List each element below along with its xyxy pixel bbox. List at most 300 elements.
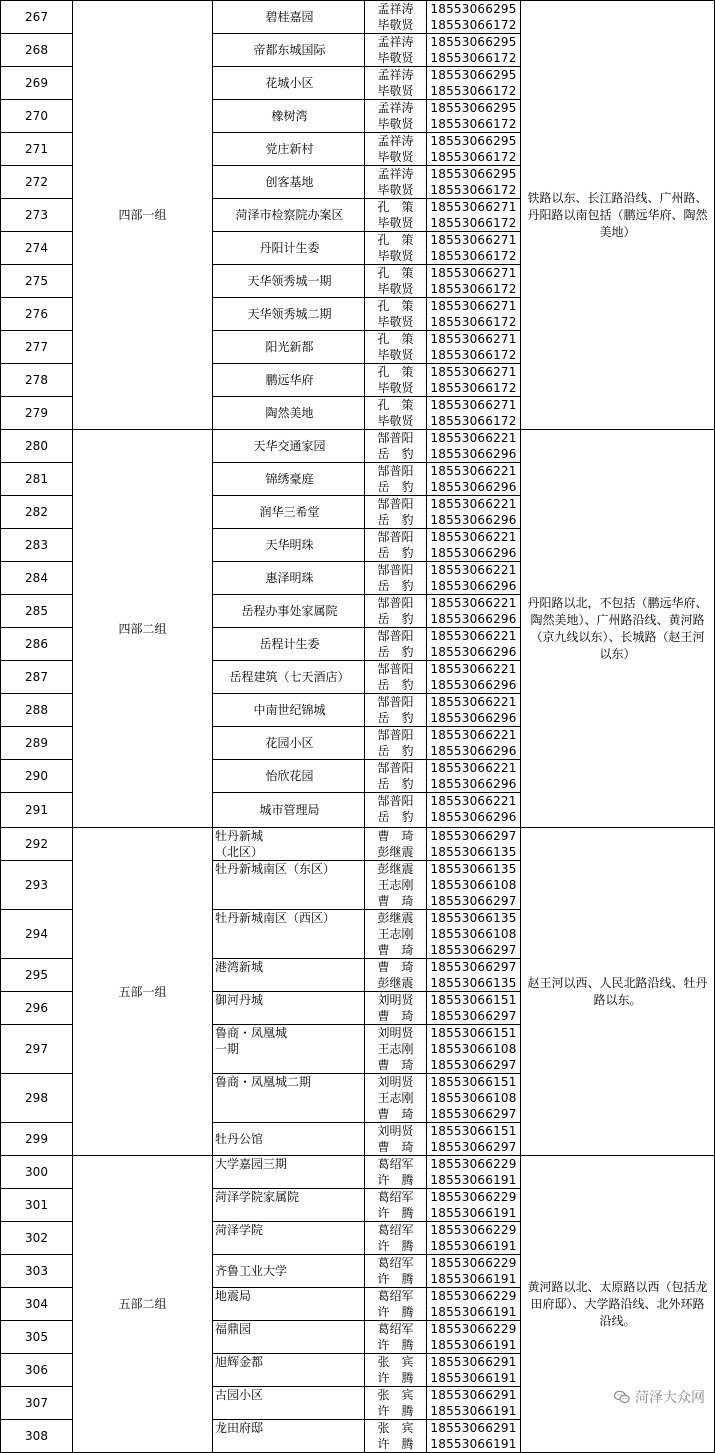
contact-phone-line: 18553066297 [430, 943, 517, 957]
contact-phone [427, 1387, 521, 1420]
contact-person-line: 孟祥涛 [377, 68, 414, 82]
contact-person-line: 许 腾 [377, 1239, 414, 1253]
community-name [213, 1025, 365, 1074]
contact-person-line: 刘明贤 [377, 1075, 414, 1089]
row-number: 303 [1, 1255, 73, 1288]
community-name-line: 阳光新都 [265, 340, 314, 354]
contact-person-line: 毕敬贤 [377, 414, 414, 428]
row-number: 290 [1, 760, 73, 793]
contact-person-line: 孟祥涛 [377, 2, 414, 16]
contact-phone [427, 1288, 521, 1321]
contact-person-line: 毕敬贤 [377, 18, 414, 32]
contact-phone-line: 18553066221 [430, 563, 517, 577]
contact-phone [427, 959, 521, 992]
contact-person [365, 595, 427, 628]
contact-person-line: 曹 琦 [377, 1058, 414, 1072]
community-name [213, 199, 365, 232]
contact-person-line: 彭继震 [377, 976, 414, 990]
contact-person [365, 1, 427, 34]
contact-phone-line: 18553066172 [430, 348, 517, 362]
contact-person-line: 彭继震 [377, 862, 414, 876]
contact-phone-line: 18553066151 [430, 1124, 517, 1138]
contact-phone-line: 18553066296 [430, 810, 517, 824]
community-name-line: 怡欣花园 [265, 769, 314, 783]
community-name [213, 1387, 365, 1420]
contact-phone-line: 18553066108 [430, 1091, 517, 1105]
row-number: 278 [1, 364, 73, 397]
community-name-line: 御河丹城 [215, 993, 264, 1007]
contact-person-line: 许 腾 [377, 1338, 414, 1352]
contact-phone-line: 18553066296 [430, 777, 517, 791]
contact-phone-line: 18553066191 [430, 1239, 517, 1253]
contact-phone-line: 18553066172 [430, 183, 517, 197]
contact-person-line: 孟祥涛 [377, 134, 414, 148]
contact-phone [427, 496, 521, 529]
community-name-line: 岳程建筑（七天酒店） [229, 670, 350, 684]
contact-phone-line: 18553066297 [430, 960, 517, 974]
contact-person-line: 王志刚 [377, 1042, 414, 1056]
wechat-icon [613, 1388, 631, 1406]
contact-person [365, 1189, 427, 1222]
community-name [213, 793, 365, 828]
contact-phone [427, 133, 521, 166]
community-name [213, 1074, 365, 1123]
contact-phone [427, 364, 521, 397]
community-name-line: 党庄新村 [265, 142, 314, 156]
contact-phone [427, 793, 521, 828]
contact-person-line: 毕敬贤 [377, 51, 414, 65]
contact-phone [427, 760, 521, 793]
row-number: 293 [1, 861, 73, 910]
contact-person-line: 孔 策 [377, 233, 414, 247]
contact-phone [427, 529, 521, 562]
community-name [213, 265, 365, 298]
contact-person-line: 毕敬贤 [377, 117, 414, 131]
contact-phone-line: 18553066297 [430, 1009, 517, 1023]
contact-phone-line: 18553066271 [430, 332, 517, 346]
row-number: 272 [1, 166, 73, 199]
contact-person-line: 岳 豹 [377, 447, 414, 461]
contact-phone-line: 18553066191 [430, 1338, 517, 1352]
community-name [213, 1123, 365, 1156]
contact-person-line: 毕敬贤 [377, 249, 414, 263]
contact-phone [427, 992, 521, 1025]
contact-person [365, 265, 427, 298]
contact-phone-line: 18553066296 [430, 711, 517, 725]
community-name-line: 鲁商・凤凰城二期 [215, 1075, 312, 1089]
row-number: 269 [1, 67, 73, 100]
community-name [213, 529, 365, 562]
community-name [213, 861, 365, 910]
contact-phone-line: 18553066295 [430, 68, 517, 82]
community-name-line: 一期 [215, 1042, 240, 1056]
community-name-line: 花城小区 [265, 76, 314, 90]
contact-phone-line: 18553066135 [430, 845, 517, 859]
community-name [213, 100, 365, 133]
contact-phone-line: 18553066271 [430, 200, 517, 214]
contact-phone-line: 18553066271 [430, 299, 517, 313]
contact-phone-line: 18553066221 [430, 728, 517, 742]
contact-phone-line: 18553066191 [430, 1404, 517, 1418]
community-name-line: 鲁商・凤凰城 [215, 1026, 288, 1040]
contact-person-line: 许 腾 [377, 1206, 414, 1220]
table-row [1, 828, 715, 861]
row-number: 281 [1, 463, 73, 496]
contact-person-line: 岳 豹 [377, 513, 414, 527]
community-name [213, 232, 365, 265]
community-name [213, 1420, 365, 1453]
contact-phone-line: 18553066221 [430, 761, 517, 775]
contact-phone-line: 18553066172 [430, 414, 517, 428]
contact-person-line: 曹 琦 [377, 1107, 414, 1121]
contact-person [365, 1156, 427, 1189]
row-number: 296 [1, 992, 73, 1025]
row-number: 267 [1, 1, 73, 34]
contact-phone [427, 1420, 521, 1453]
table-row [1, 1, 715, 34]
contact-phone-line: 18553066296 [430, 480, 517, 494]
community-name [213, 628, 365, 661]
community-name [213, 1354, 365, 1387]
contact-person-line: 孔 策 [377, 332, 414, 346]
watermark [613, 1387, 705, 1407]
contact-person [365, 364, 427, 397]
row-number: 275 [1, 265, 73, 298]
contact-phone-line: 18553066135 [430, 862, 517, 876]
contact-phone [427, 232, 521, 265]
contact-phone [427, 628, 521, 661]
community-name [213, 298, 365, 331]
table-row [1, 430, 715, 463]
service-area: 丹阳路以北，不包括（鹏远华府、陶然美地）、广州路沿线、黄河路（京九线以东）、长城路（赵王河以东） [521, 430, 715, 828]
row-number: 294 [1, 910, 73, 959]
contact-person [365, 298, 427, 331]
community-name-line: （北区） [215, 845, 264, 859]
contact-person-line: 许 腾 [377, 1173, 414, 1187]
contact-person-line: 曹 琦 [377, 1009, 414, 1023]
contact-person-line: 毕敬贤 [377, 183, 414, 197]
contact-person-line: 张 宾 [377, 1388, 414, 1402]
contact-person-line: 孔 策 [377, 398, 414, 412]
contact-phone-line: 18553066229 [430, 1256, 517, 1270]
contact-person [365, 1123, 427, 1156]
contact-person-line: 毕敬贤 [377, 150, 414, 164]
contact-phone-line: 18553066172 [430, 282, 517, 296]
contact-person [365, 67, 427, 100]
row-number: 286 [1, 628, 73, 661]
contact-phone-line: 18553066221 [430, 629, 517, 643]
row-number: 305 [1, 1321, 73, 1354]
contact-person-line: 岳 豹 [377, 480, 414, 494]
contact-person [365, 992, 427, 1025]
contact-phone [427, 1222, 521, 1255]
row-number: 297 [1, 1025, 73, 1074]
contact-person [365, 1074, 427, 1123]
contact-person-line: 许 腾 [377, 1305, 414, 1319]
community-name [213, 595, 365, 628]
contact-phone [427, 910, 521, 959]
contact-person-line: 岳 豹 [377, 810, 414, 824]
community-name-line: 帝都东城国际 [253, 43, 326, 57]
community-name [213, 992, 365, 1025]
contact-phone-line: 18553066296 [430, 447, 517, 461]
community-name [213, 1288, 365, 1321]
community-name [213, 166, 365, 199]
community-name [213, 562, 365, 595]
contact-phone [427, 1189, 521, 1222]
contact-person-line: 王志刚 [377, 1091, 414, 1105]
community-name [213, 397, 365, 430]
contact-phone-line: 18553066271 [430, 365, 517, 379]
community-name-line: 菏泽学院 [215, 1223, 264, 1237]
row-number: 302 [1, 1222, 73, 1255]
row-number: 285 [1, 595, 73, 628]
contact-phone [427, 166, 521, 199]
community-name [213, 1222, 365, 1255]
contact-phone-line: 18553066135 [430, 976, 517, 990]
contact-phone [427, 1156, 521, 1189]
community-name-line: 橡树湾 [271, 109, 308, 123]
contact-phone-line: 18553066296 [430, 546, 517, 560]
contact-phone [427, 661, 521, 694]
row-number: 308 [1, 1420, 73, 1453]
contact-phone-line: 18553066172 [430, 216, 517, 230]
contact-phone-line: 18553066297 [430, 894, 517, 908]
community-name [213, 133, 365, 166]
row-number: 304 [1, 1288, 73, 1321]
contact-person-line: 岳 豹 [377, 546, 414, 560]
row-number: 300 [1, 1156, 73, 1189]
community-name-line: 惠泽明珠 [265, 571, 314, 585]
community-name-line: 碧桂嘉园 [265, 10, 314, 24]
contact-person-line: 葛绍军 [377, 1157, 414, 1171]
group-name: 五部一组 [73, 828, 213, 1156]
row-number: 298 [1, 1074, 73, 1123]
community-name [213, 67, 365, 100]
community-name-line: 天华领秀城二期 [247, 307, 332, 321]
contact-person-line: 孟祥涛 [377, 35, 414, 49]
contact-phone [427, 861, 521, 910]
contact-person-line: 毕敬贤 [377, 84, 414, 98]
community-name-line: 天华明珠 [265, 538, 314, 552]
contact-phone-line: 18553066297 [430, 1107, 517, 1121]
contact-phone [427, 1, 521, 34]
contact-phone [427, 430, 521, 463]
contact-person-line: 王志刚 [377, 878, 414, 892]
community-name [213, 496, 365, 529]
row-number: 283 [1, 529, 73, 562]
contact-person [365, 628, 427, 661]
contact-person [365, 232, 427, 265]
service-area: 铁路以东、长江路沿线、广州路、丹阳路以南包括（鹏远华府、陶然美地） [521, 1, 715, 430]
contact-phone-line: 18553066151 [430, 1026, 517, 1040]
community-name-line: 天华交通家园 [253, 439, 326, 453]
contact-phone-line: 18553066271 [430, 233, 517, 247]
row-number: 287 [1, 661, 73, 694]
contact-phone-line: 18553066295 [430, 167, 517, 181]
row-number: 280 [1, 430, 73, 463]
contact-person-line: 曹 琦 [377, 1140, 414, 1154]
community-name-line: 天华领秀城一期 [247, 274, 332, 288]
contact-phone [427, 298, 521, 331]
contact-person-line: 葛绍军 [377, 1223, 414, 1237]
community-name-line: 牡丹新城南区（东区） [215, 862, 336, 876]
contact-person-line: 孔 策 [377, 266, 414, 280]
contact-phone-line: 18553066229 [430, 1190, 517, 1204]
contact-phone [427, 265, 521, 298]
contact-person [365, 430, 427, 463]
contact-person-line: 孔 策 [377, 365, 414, 379]
contact-phone [427, 34, 521, 67]
contact-phone-line: 18553066191 [430, 1206, 517, 1220]
contact-phone-line: 18553066295 [430, 2, 517, 16]
contact-phone-line: 18553066291 [430, 1421, 517, 1435]
community-name [213, 910, 365, 959]
community-name-line: 旭辉金都 [215, 1355, 264, 1369]
contact-person-line: 郜普阳 [377, 695, 414, 709]
contact-person-line: 毕敬贤 [377, 315, 414, 329]
contact-person [365, 694, 427, 727]
contact-person-line: 葛绍军 [377, 1190, 414, 1204]
contact-person [365, 331, 427, 364]
contact-person [365, 100, 427, 133]
community-name-line: 牡丹新城 [215, 829, 264, 843]
contact-phone-line: 18553066221 [430, 497, 517, 511]
community-name [213, 34, 365, 67]
community-name [213, 364, 365, 397]
contact-person-line: 郜普阳 [377, 662, 414, 676]
contact-person [365, 529, 427, 562]
contact-phone-line: 18553066191 [430, 1173, 517, 1187]
contact-phone [427, 1025, 521, 1074]
contact-person-line: 刘明贤 [377, 1124, 414, 1138]
contact-phone [427, 100, 521, 133]
community-name-line: 岳程计生委 [259, 637, 320, 651]
community-name-line: 花园小区 [265, 736, 314, 750]
row-number: 289 [1, 727, 73, 760]
contact-person-line: 彭继震 [377, 911, 414, 925]
contact-person-line: 彭继震 [377, 845, 414, 859]
contact-phone [427, 562, 521, 595]
community-name-line: 古园小区 [215, 1388, 264, 1402]
contact-person-line: 曹 琦 [377, 943, 414, 957]
contact-person-line: 刘明贤 [377, 993, 414, 1007]
contact-person-line: 曹 琦 [377, 960, 414, 974]
contact-person-line: 岳 豹 [377, 645, 414, 659]
community-name [213, 1156, 365, 1189]
contact-person-line: 葛绍军 [377, 1322, 414, 1336]
contact-person-line: 郜普阳 [377, 530, 414, 544]
contact-person-line: 郜普阳 [377, 761, 414, 775]
contact-phone-line: 18553066229 [430, 1223, 517, 1237]
contact-phone-line: 18553066172 [430, 117, 517, 131]
contact-phone-line: 18553066271 [430, 266, 517, 280]
contact-person [365, 199, 427, 232]
row-number: 292 [1, 828, 73, 861]
contact-phone [427, 1123, 521, 1156]
watermark-text: 菏泽大众网 [635, 1390, 705, 1406]
community-name-line: 齐鲁工业大学 [215, 1264, 288, 1278]
community-name-line: 牡丹公馆 [215, 1132, 264, 1146]
contact-phone-line: 18553066108 [430, 878, 517, 892]
row-number: 268 [1, 34, 73, 67]
contact-person [365, 1255, 427, 1288]
contact-person-line: 毕敬贤 [377, 216, 414, 230]
contact-person-line: 岳 豹 [377, 612, 414, 626]
community-name-line: 港湾新城 [215, 960, 264, 974]
community-name-line: 龙田府邸 [215, 1421, 264, 1435]
row-number: 307 [1, 1387, 73, 1420]
row-number: 274 [1, 232, 73, 265]
contact-phone-line: 18553066191 [430, 1371, 517, 1385]
community-name [213, 1255, 365, 1288]
contact-phone [427, 828, 521, 861]
row-number: 282 [1, 496, 73, 529]
contact-phone-line: 18553066296 [430, 612, 517, 626]
contact-person [365, 562, 427, 595]
contact-person [365, 828, 427, 861]
row-number: 270 [1, 100, 73, 133]
service-area: 赵王河以西、人民北路沿线、牡丹路以东。 [521, 828, 715, 1156]
contact-phone-line: 18553066221 [430, 794, 517, 808]
contact-phone-line: 18553066151 [430, 1075, 517, 1089]
contact-phone-line: 18553066295 [430, 134, 517, 148]
group-name: 四部二组 [73, 430, 213, 828]
row-number: 276 [1, 298, 73, 331]
contact-person-line: 张 宾 [377, 1421, 414, 1435]
contact-phone [427, 1074, 521, 1123]
contact-phone-line: 18553066172 [430, 84, 517, 98]
contact-phone-line: 18553066191 [430, 1272, 517, 1286]
contact-phone [427, 397, 521, 430]
contact-phone [427, 1255, 521, 1288]
contact-phone-line: 18553066296 [430, 513, 517, 527]
contact-person [365, 133, 427, 166]
contact-person [365, 959, 427, 992]
community-name [213, 331, 365, 364]
contact-person-line: 刘明贤 [377, 1026, 414, 1040]
community-name-line: 锦绣豪庭 [265, 472, 314, 486]
contact-phone-line: 18553066221 [430, 464, 517, 478]
contact-phone-line: 18553066191 [430, 1305, 517, 1319]
contact-person-line: 孔 策 [377, 200, 414, 214]
contact-person-line: 张 宾 [377, 1355, 414, 1369]
contact-phone [427, 727, 521, 760]
contact-person [365, 1288, 427, 1321]
contact-phone-line: 18553066221 [430, 530, 517, 544]
contact-phone-line: 18553066172 [430, 150, 517, 164]
row-number: 277 [1, 331, 73, 364]
contact-person [365, 1420, 427, 1453]
contact-phone-line: 18553066291 [430, 1355, 517, 1369]
contact-person [365, 910, 427, 959]
community-name [213, 430, 365, 463]
service-area: 黄河路以北、太原路以西（包括龙田府邸）、大学路沿线、北外环路沿线。 [521, 1156, 715, 1453]
table-row [1, 1156, 715, 1189]
contact-phone-line: 18553066135 [430, 911, 517, 925]
contact-person-line: 许 腾 [377, 1371, 414, 1385]
community-name-line: 菏泽学院家属院 [215, 1190, 300, 1204]
contact-person [365, 1222, 427, 1255]
contact-person-line: 郜普阳 [377, 464, 414, 478]
community-name [213, 1321, 365, 1354]
contact-person [365, 1321, 427, 1354]
contact-phone [427, 1321, 521, 1354]
contact-person-line: 孟祥涛 [377, 167, 414, 181]
contact-person-line: 郜普阳 [377, 629, 414, 643]
contact-phone-line: 18553066297 [430, 1140, 517, 1154]
contact-person [365, 793, 427, 828]
